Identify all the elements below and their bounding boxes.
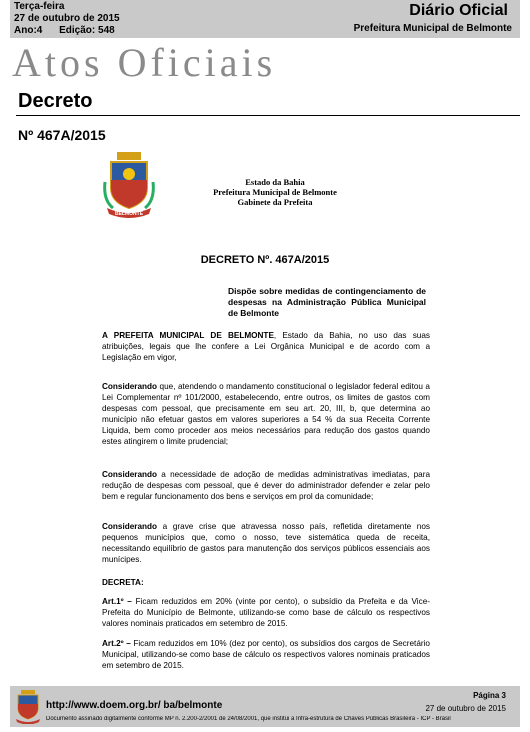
letterhead-prefecture: Prefeitura Municipal de Belmonte bbox=[213, 187, 337, 197]
whereas-text: que, atendendo o mandamento constitucional o legislador federal editou a Lei Complementar nº 101/2000, estabelecendo, entre outros, os limites de gastos com despesas com pessoal, que precisamente em seu art. 20, III, b, que determina ao município não efetuar gastos em valores superiores a 54 % da sua Receita Corrente Liquida, bem como proceder aos meios necessários para redução dos gastos quando estes atingirem o limite prudencial; bbox=[102, 382, 430, 446]
page-number: Página 3 bbox=[473, 691, 506, 700]
whereas-paragraph-1 bbox=[102, 381, 430, 447]
whereas-text: a necessidade de adoção de medidas administrativas imediatas, para redução de despesas com pessoal, que é dever do administrador defender e zelar pelo bem e regular funcionamento dos bens e serviços em prol da comunidade; bbox=[102, 470, 430, 501]
article-1 bbox=[102, 596, 430, 629]
footer-crest-icon bbox=[14, 690, 42, 724]
letterhead-state: Estado da Bahia bbox=[245, 177, 305, 187]
article-label: Art.2º – bbox=[102, 639, 131, 648]
article-text: Ficam reduzidos em 10% (dez por cento), os subsídios dos cargos de Secretário Municipal, utilizando-se como base de cálculo os respectivos valores nominais praticados em setembro de 2015. bbox=[102, 639, 430, 670]
decree-summary: Dispõe sobre medidas de contingenciamento de despesas na Administração Pública Municipal de Belmonte bbox=[228, 286, 426, 318]
whereas-paragraph-2 bbox=[102, 469, 430, 502]
article-2 bbox=[102, 638, 430, 671]
article-label: Art.1º – bbox=[102, 597, 132, 606]
section-title: Atos Oficiais bbox=[12, 40, 277, 85]
letterhead bbox=[200, 177, 350, 207]
whereas-label: Considerando bbox=[102, 522, 158, 531]
decrees-heading: DECRETA: bbox=[102, 578, 144, 587]
footer-url-link[interactable]: http://www.doem.org.br/ ba/belmonte bbox=[46, 700, 223, 711]
article-text: Ficam reduzidos em 20% (vinte por cento), o subsídio da Prefeita e da Vice-Prefeita do Município de Belmonte, utilizando-se como base de cálculo os respectivos valores nominais praticados em setembro de 2015. bbox=[102, 597, 430, 628]
crest-text: BELMONTE bbox=[114, 211, 144, 217]
act-type-heading: Decreto bbox=[18, 90, 93, 112]
footer-date: 27 de outubro de 2015 bbox=[425, 704, 506, 713]
weekday: Terça-feira bbox=[14, 1, 65, 12]
header-band bbox=[10, 0, 520, 38]
signature-note: Documento assinado digitalmente conforme MP n. 2.200-2/2001 de 24/08/2001, que institui a Infra-estrutura de Chaves Públicas Brasileira - ICP - Brasil bbox=[46, 716, 451, 722]
issue-date: 27 de outubro de 2015 bbox=[14, 13, 120, 24]
act-number: Nº 467A/2015 bbox=[18, 127, 106, 143]
preamble-paragraph bbox=[102, 330, 430, 363]
preamble-subject: A PREFEITA MUNICIPAL DE BELMONTE bbox=[102, 331, 274, 340]
decree-title: DECRETO Nº. 467A/2015 bbox=[200, 254, 330, 266]
edition-label: Edição: 548 bbox=[59, 25, 115, 36]
municipality-name: Prefeitura Municipal de Belmonte bbox=[353, 23, 512, 34]
divider bbox=[16, 115, 520, 116]
whereas-paragraph-3 bbox=[102, 521, 430, 565]
letterhead-office: Gabinete da Prefeita bbox=[237, 197, 313, 207]
preamble-text: , Estado da Bahia, no uso das suas atribuições, legais que lhe confere a Lei Orgânica Municipal e de acordo com a Legislação em vigor, bbox=[102, 331, 430, 362]
issue-info bbox=[14, 25, 129, 36]
whereas-label: Considerando bbox=[102, 382, 158, 391]
whereas-label: Considerando bbox=[102, 470, 158, 479]
whereas-text: a grave crise que atravessa nosso país, refletida diretamente nos pequenos municípios que, como o nosso, teve sistemática queda de receita, necessitando equilíbrio de gastos para manutenção dos serviços públicos essenciais aos munícipes. bbox=[102, 522, 430, 564]
year-label: Ano:4 bbox=[14, 25, 43, 36]
municipal-crest-icon bbox=[103, 152, 155, 218]
journal-title: Diário Oficial bbox=[409, 2, 508, 19]
